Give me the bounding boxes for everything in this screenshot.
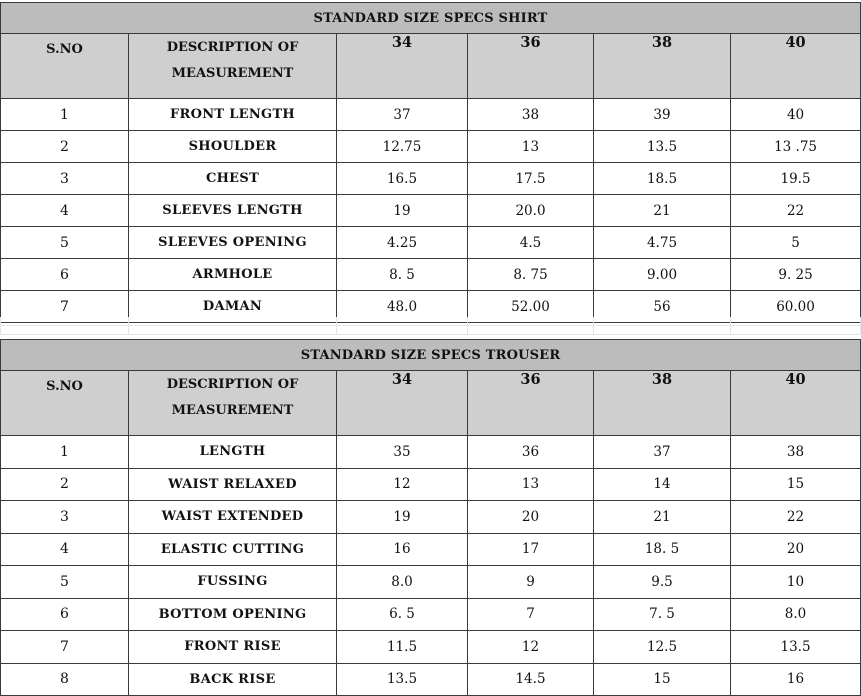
- row-description: ELASTIC CUTTING: [129, 533, 337, 566]
- size-value-cell: 7: [468, 598, 594, 631]
- shirt-spec-table: [0, 2, 861, 323]
- row-sno: 7: [1, 631, 129, 664]
- size-value-cell: 22: [731, 195, 861, 227]
- size-value-cell: 8.0: [337, 566, 468, 599]
- table-row: [1, 468, 861, 501]
- row-description: WAIST EXTENDED: [129, 501, 337, 534]
- size-value-cell: 19.5: [731, 163, 861, 195]
- table-row: [1, 631, 861, 664]
- row-sno: 1: [1, 436, 129, 469]
- row-description: ARMHOLE: [129, 259, 337, 291]
- size-value-cell: 4.75: [594, 227, 731, 259]
- size-value-cell: 5: [731, 227, 861, 259]
- row-sno: 1: [1, 99, 129, 131]
- size-value-cell: 20.0: [468, 195, 594, 227]
- size-value-cell: 14.5: [468, 663, 594, 696]
- size-value-cell: 15: [731, 468, 861, 501]
- size-value-cell: 19: [337, 501, 468, 534]
- table-title-row: [1, 340, 861, 371]
- size-value-cell: 18.5: [594, 163, 731, 195]
- row-description: BOTTOM OPENING: [129, 598, 337, 631]
- size-value-cell: 21: [594, 501, 731, 534]
- table-row: [1, 227, 861, 259]
- trouser-spec-table: [0, 339, 861, 696]
- shirt-table-body: [1, 99, 861, 323]
- table-row: [1, 259, 861, 291]
- row-sno: 8: [1, 663, 129, 696]
- row-description: DAMAN: [129, 291, 337, 323]
- table-spacer: [0, 317, 860, 339]
- table-row: [1, 99, 861, 131]
- trouser-table-body: [1, 436, 861, 696]
- row-sno: 3: [1, 501, 129, 534]
- row-description: LENGTH: [129, 436, 337, 469]
- row-sno: 2: [1, 131, 129, 163]
- size-value-cell: 37: [337, 99, 468, 131]
- size-header-34: 34: [337, 34, 468, 99]
- row-description: SLEEVES OPENING: [129, 227, 337, 259]
- table-row: [1, 131, 861, 163]
- table-row: [1, 533, 861, 566]
- size-value-cell: 13.5: [731, 631, 861, 664]
- size-value-cell: 12.75: [337, 131, 468, 163]
- size-value-cell: 6. 5: [337, 598, 468, 631]
- sno-header: S.NO: [1, 371, 129, 436]
- size-value-cell: 16.5: [337, 163, 468, 195]
- row-description: BACK RISE: [129, 663, 337, 696]
- size-value-cell: 38: [468, 99, 594, 131]
- size-value-cell: 17.5: [468, 163, 594, 195]
- trouser-table-title: STANDARD SIZE SPECS TROUSER: [1, 340, 861, 371]
- size-value-cell: 10: [731, 566, 861, 599]
- size-value-cell: 12.5: [594, 631, 731, 664]
- size-value-cell: 56: [594, 291, 731, 323]
- table-row: [1, 436, 861, 469]
- size-value-cell: 13: [468, 468, 594, 501]
- description-header-line2: MEASUREMENT: [171, 403, 294, 418]
- size-value-cell: 9.00: [594, 259, 731, 291]
- size-header-38: 38: [594, 34, 731, 99]
- size-value-cell: 13.5: [337, 663, 468, 696]
- size-value-cell: 16: [337, 533, 468, 566]
- size-value-cell: 40: [731, 99, 861, 131]
- size-value-cell: 38: [731, 436, 861, 469]
- row-sno: 5: [1, 227, 129, 259]
- row-sno: 5: [1, 566, 129, 599]
- table-title-row: [1, 3, 861, 34]
- size-value-cell: 9: [468, 566, 594, 599]
- size-header-40: 40: [731, 371, 861, 436]
- size-value-cell: 13.5: [594, 131, 731, 163]
- size-value-cell: 18. 5: [594, 533, 731, 566]
- description-header: [129, 371, 337, 436]
- row-sno: 7: [1, 291, 129, 323]
- header-row: [1, 371, 861, 436]
- description-header-line2: MEASUREMENT: [171, 66, 294, 81]
- description-header-line1: DESCRIPTION OF: [166, 377, 299, 392]
- row-description: WAIST RELAXED: [129, 468, 337, 501]
- row-description: FRONT RISE: [129, 631, 337, 664]
- size-value-cell: 48.0: [337, 291, 468, 323]
- size-value-cell: 14: [594, 468, 731, 501]
- row-sno: 2: [1, 468, 129, 501]
- description-header: [129, 34, 337, 99]
- size-header-36: 36: [468, 34, 594, 99]
- size-value-cell: 4.25: [337, 227, 468, 259]
- size-value-cell: 21: [594, 195, 731, 227]
- sno-header: S.NO: [1, 34, 129, 99]
- size-value-cell: 9. 25: [731, 259, 861, 291]
- row-description: SLEEVES LENGTH: [129, 195, 337, 227]
- row-sno: 3: [1, 163, 129, 195]
- row-description: FRONT LENGTH: [129, 99, 337, 131]
- size-value-cell: 9.5: [594, 566, 731, 599]
- size-value-cell: 20: [731, 533, 861, 566]
- size-value-cell: 12: [337, 468, 468, 501]
- size-value-cell: 52.00: [468, 291, 594, 323]
- size-value-cell: 11.5: [337, 631, 468, 664]
- size-value-cell: 8.0: [731, 598, 861, 631]
- table-row: [1, 598, 861, 631]
- table-row: [1, 195, 861, 227]
- size-header-36: 36: [468, 371, 594, 436]
- table-row: [1, 566, 861, 599]
- row-sno: 6: [1, 598, 129, 631]
- size-value-cell: 16: [731, 663, 861, 696]
- size-value-cell: 60.00: [731, 291, 861, 323]
- size-value-cell: 13 .75: [731, 131, 861, 163]
- size-header-38: 38: [594, 371, 731, 436]
- size-value-cell: 8. 75: [468, 259, 594, 291]
- size-value-cell: 12: [468, 631, 594, 664]
- table-row: [1, 163, 861, 195]
- row-description: FUSSING: [129, 566, 337, 599]
- row-description: CHEST: [129, 163, 337, 195]
- size-value-cell: 22: [731, 501, 861, 534]
- row-sno: 4: [1, 533, 129, 566]
- header-row: [1, 34, 861, 99]
- size-value-cell: 35: [337, 436, 468, 469]
- size-value-cell: 37: [594, 436, 731, 469]
- table-row: [1, 501, 861, 534]
- row-sno: 6: [1, 259, 129, 291]
- size-header-34: 34: [337, 371, 468, 436]
- size-value-cell: 15: [594, 663, 731, 696]
- description-header-line1: DESCRIPTION OF: [166, 40, 299, 55]
- shirt-table-title: STANDARD SIZE SPECS SHIRT: [1, 3, 861, 34]
- row-description: SHOULDER: [129, 131, 337, 163]
- size-value-cell: 19: [337, 195, 468, 227]
- size-header-40: 40: [731, 34, 861, 99]
- size-value-cell: 4.5: [468, 227, 594, 259]
- size-value-cell: 36: [468, 436, 594, 469]
- size-value-cell: 39: [594, 99, 731, 131]
- size-value-cell: 8. 5: [337, 259, 468, 291]
- size-value-cell: 13: [468, 131, 594, 163]
- size-value-cell: 17: [468, 533, 594, 566]
- row-sno: 4: [1, 195, 129, 227]
- size-value-cell: 20: [468, 501, 594, 534]
- size-value-cell: 7. 5: [594, 598, 731, 631]
